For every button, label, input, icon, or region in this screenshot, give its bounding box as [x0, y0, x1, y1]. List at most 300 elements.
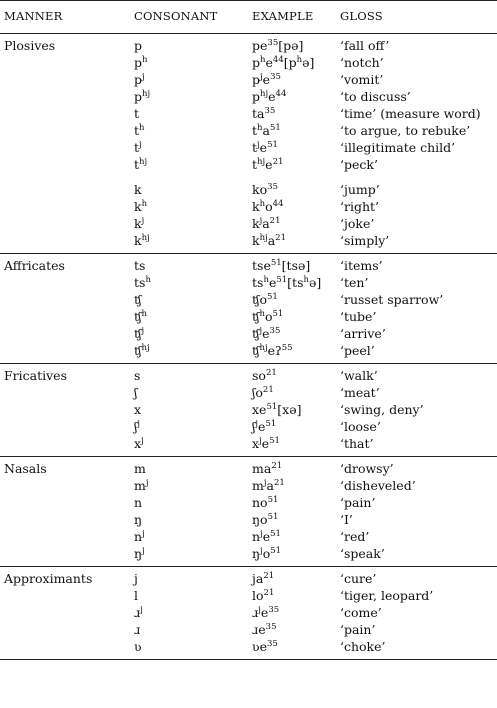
table-row: [0, 173, 497, 198]
consonant-cell: [128, 105, 240, 122]
segment: k: [134, 233, 142, 248]
segment: ʧ: [134, 292, 142, 307]
superscript: hj: [141, 233, 150, 243]
example-cell: [240, 567, 336, 588]
manner-cell: [0, 156, 128, 173]
example-cell: [240, 587, 336, 604]
example-cell: [240, 122, 336, 139]
superscript: h: [145, 275, 151, 285]
superscript: h: [139, 123, 145, 133]
table-row: [0, 291, 497, 308]
gloss-cell: ‘I’: [340, 512, 353, 527]
example-cell: [240, 528, 336, 545]
gloss-cell: ‘red’: [340, 529, 370, 544]
table-row: [0, 418, 497, 435]
example-cell: [240, 71, 336, 88]
superscript: 35: [267, 182, 278, 192]
example-cell: [240, 156, 336, 173]
table-row: [0, 528, 497, 545]
superscript: hj: [259, 343, 268, 353]
segment: o: [265, 199, 273, 214]
superscript: 51: [270, 258, 282, 268]
superscript: 44: [272, 199, 284, 209]
consonant-cell: [128, 418, 240, 435]
gloss-cell: ‘tiger, leopard’: [340, 588, 434, 603]
segment: m: [134, 461, 146, 476]
table-row: [0, 364, 497, 385]
segment: eʔ: [267, 343, 282, 358]
gloss-cell: ‘to argue, to rebuke’: [340, 123, 471, 138]
gloss-cell: ‘pain’: [340, 495, 376, 510]
consonant-cell: [128, 384, 240, 401]
gloss-cell: ‘fall off’: [340, 38, 390, 53]
superscript: 51: [266, 402, 278, 412]
table-row: [0, 105, 497, 122]
consonant-cell: [128, 139, 240, 156]
table-row: [0, 494, 497, 511]
segment: l: [134, 588, 138, 603]
consonant-cell: [128, 88, 240, 105]
example-cell: [240, 342, 336, 364]
segment: e: [262, 326, 270, 341]
manner-label: Affricates: [4, 258, 65, 273]
manner-cell: [0, 638, 128, 660]
gloss-cell: ‘ten’: [340, 275, 369, 290]
manner-cell: [0, 308, 128, 325]
table-row: [0, 457, 497, 478]
gloss-cell: ‘time’ (measure word): [340, 106, 481, 121]
example-cell: [240, 364, 336, 385]
manner-label: Plosives: [4, 38, 56, 53]
header-manner: MANNER: [0, 1, 128, 34]
example-cell: [240, 621, 336, 638]
manner-cell: [0, 545, 128, 567]
manner-cell: [0, 274, 128, 291]
segment: ts: [134, 275, 146, 290]
segment: xe: [252, 402, 267, 417]
superscript: 51: [267, 140, 278, 150]
consonant-cell: [128, 156, 240, 173]
superscript: j: [259, 436, 262, 446]
segment: ʃ: [252, 419, 256, 434]
superscript: 51: [269, 436, 280, 446]
superscript: j: [260, 546, 263, 556]
example-cell: [240, 105, 336, 122]
segment: ts: [134, 258, 146, 273]
segment: [xə]: [277, 402, 302, 417]
superscript: 44: [275, 89, 287, 99]
segment: o: [264, 309, 273, 324]
gloss-cell: ‘drowsy’: [340, 461, 394, 476]
superscript: hj: [257, 157, 266, 167]
segment: n: [134, 495, 143, 510]
gloss-cell: ‘right’: [340, 199, 379, 214]
gloss-cell: ‘walk’: [340, 368, 378, 383]
superscript: j: [259, 326, 263, 336]
segment: ŋo: [252, 512, 268, 527]
superscript: 21: [272, 157, 284, 167]
superscript: j: [141, 216, 145, 226]
segment: e: [268, 275, 277, 290]
gloss-cell: ‘choke’: [340, 639, 386, 654]
consonant-cell: [128, 232, 240, 254]
consonant-cell: [128, 291, 240, 308]
example-cell: [240, 274, 336, 291]
segment: pe: [252, 38, 268, 53]
manner-label: Approximants: [4, 571, 93, 586]
gloss-cell: ‘russet sparrow’: [340, 292, 444, 307]
manner-label: Nasals: [4, 461, 47, 476]
table-row: [0, 34, 497, 55]
segment: ɹe: [252, 622, 266, 637]
segment: p: [134, 55, 143, 70]
gloss-cell: ‘peck’: [340, 157, 378, 172]
superscript: j: [142, 546, 145, 556]
superscript: h: [257, 123, 263, 133]
example-cell: [240, 88, 336, 105]
superscript: 21: [275, 233, 286, 243]
gloss-cell: ‘joke’: [340, 216, 375, 231]
gloss-cell: ‘vomit’: [340, 72, 384, 87]
superscript: 35: [264, 106, 276, 116]
segment: t: [252, 123, 258, 138]
manner-cell: [0, 139, 128, 156]
table-row: [0, 342, 497, 364]
superscript: 51: [267, 495, 279, 505]
segment: k: [134, 216, 142, 231]
table-row: [0, 435, 497, 457]
segment: ʧo: [252, 292, 267, 307]
segment: so: [252, 368, 266, 383]
superscript: 35: [265, 622, 277, 632]
segment: ʃo: [252, 385, 263, 400]
superscript: 21: [269, 216, 281, 226]
superscript: hj: [139, 157, 148, 167]
segment: ma: [252, 461, 272, 476]
consonant-cell: [128, 604, 240, 621]
gloss-cell: ‘to discuss’: [340, 89, 411, 104]
example-cell: [240, 638, 336, 660]
superscript: 55: [281, 343, 293, 353]
segment: n: [252, 529, 261, 544]
manner-cell: [0, 105, 128, 122]
consonant-cell: [128, 325, 240, 342]
consonant-cell: [128, 545, 240, 567]
segment: k: [252, 233, 260, 248]
table-row: [0, 232, 497, 254]
header-gloss: GLOSS: [336, 1, 497, 34]
example-cell: [240, 545, 336, 567]
superscript: j: [260, 529, 263, 539]
table-row: [0, 156, 497, 173]
table-row: [0, 587, 497, 604]
superscript: hj: [141, 343, 150, 353]
segment: p: [252, 72, 261, 87]
segment: ts: [252, 275, 264, 290]
segment: ʧ: [134, 326, 142, 341]
segment: ŋ: [252, 546, 261, 561]
segment: m: [252, 478, 264, 493]
example-cell: [240, 401, 336, 418]
segment: e: [262, 529, 271, 544]
table-row: [0, 604, 497, 621]
gloss-cell: ‘cure’: [340, 571, 377, 586]
segment: t: [252, 140, 258, 155]
example-cell: [240, 139, 336, 156]
gloss-cell: ‘items’: [340, 258, 383, 273]
example-cell: [240, 173, 336, 198]
consonant-cell: [128, 54, 240, 71]
consonant-cell: [128, 477, 240, 494]
manner-cell: [0, 511, 128, 528]
manner-label: Fricatives: [4, 368, 67, 383]
example-cell: [240, 604, 336, 621]
gloss-cell: ‘loose’: [340, 419, 381, 434]
example-cell: [240, 291, 336, 308]
segment: p: [252, 55, 261, 70]
segment: t: [134, 106, 140, 121]
gloss-cell: ‘tube’: [340, 309, 377, 324]
gloss-cell: ‘arrive’: [340, 326, 386, 341]
superscript: 35: [270, 72, 281, 82]
manner-cell: [0, 215, 128, 232]
group-fricatives: [0, 364, 497, 457]
segment: s: [134, 368, 141, 383]
segment: e: [268, 89, 276, 104]
group-approximants: [0, 567, 497, 660]
superscript: j: [139, 140, 142, 150]
superscript: h: [141, 199, 148, 209]
segment: [pə]: [278, 38, 304, 53]
consonant-cell: [128, 122, 240, 139]
table-row: [0, 71, 497, 88]
segment: e: [265, 157, 273, 172]
segment: a: [262, 216, 270, 231]
table-row: [0, 139, 497, 156]
example-cell: [240, 232, 336, 254]
superscript: j: [140, 605, 143, 615]
table-row: [0, 122, 497, 139]
manner-cell: [0, 384, 128, 401]
manner-cell: [0, 232, 128, 254]
segment: [tsə]: [281, 258, 311, 273]
superscript: 51: [267, 292, 278, 302]
superscript: 35: [268, 605, 280, 615]
superscript: j: [137, 419, 141, 429]
table-row: [0, 401, 497, 418]
group-affricates: [0, 254, 497, 364]
manner-cell: [0, 621, 128, 638]
segment: [ts: [287, 275, 304, 290]
gloss-cell: ‘jump’: [340, 182, 380, 197]
consonant-cell: [128, 494, 240, 511]
consonant-cell: [128, 638, 240, 660]
superscript: h: [142, 55, 148, 65]
gloss-cell: ‘illegitimate child’: [340, 140, 456, 155]
table-row: [0, 511, 497, 528]
consonant-cell: [128, 173, 240, 198]
example-cell: [240, 198, 336, 215]
example-cell: [240, 435, 336, 457]
group-nasals: [0, 457, 497, 567]
consonant-cell: [128, 274, 240, 291]
segment: ʋe: [252, 639, 267, 654]
segment: ɹ: [252, 605, 259, 620]
superscript: h: [296, 55, 303, 65]
segment: t: [252, 157, 258, 172]
superscript: h: [259, 309, 265, 319]
segment: ə]: [308, 275, 322, 290]
manner-cell: [0, 54, 128, 71]
superscript: h: [260, 55, 266, 65]
group-plosives: [0, 34, 497, 254]
superscript: j: [257, 140, 260, 150]
segment: ko: [252, 182, 268, 197]
consonant-cell: [128, 621, 240, 638]
manner-cell: [0, 528, 128, 545]
header-example: EXAMPLE: [240, 1, 336, 34]
segment: a: [262, 123, 270, 138]
table-row: [0, 215, 497, 232]
segment: [p: [283, 55, 297, 70]
manner-cell: [0, 477, 128, 494]
segment: p: [252, 89, 261, 104]
table-row: [0, 88, 497, 105]
segment: ŋ: [134, 512, 143, 527]
superscript: j: [260, 72, 263, 82]
segment: ʧ: [134, 343, 142, 358]
manner-cell: [0, 291, 128, 308]
manner-cell: [0, 122, 128, 139]
table-row: [0, 384, 497, 401]
superscript: 51: [272, 309, 284, 319]
consonant-cell: [128, 71, 240, 88]
superscript: 44: [272, 55, 284, 65]
example-cell: [240, 384, 336, 401]
consonant-cell: [128, 511, 240, 528]
segment: p: [134, 72, 143, 87]
superscript: j: [258, 605, 261, 615]
example-cell: [240, 325, 336, 342]
superscript: 35: [267, 38, 279, 48]
superscript: 21: [262, 385, 274, 395]
consonant-cell: [128, 457, 240, 478]
gloss-cell: ‘come’: [340, 605, 382, 620]
consonant-cell: [128, 401, 240, 418]
segment: ʧ: [252, 309, 260, 324]
segment: ʧ: [134, 309, 142, 324]
manner-cell: [0, 604, 128, 621]
table-row: [0, 638, 497, 660]
gloss-cell: ‘that’: [340, 436, 374, 451]
gloss-cell: ‘pain’: [340, 622, 376, 637]
segment: t: [134, 123, 140, 138]
segment: ja: [252, 571, 264, 586]
segment: j: [134, 571, 138, 586]
segment: e: [262, 72, 271, 87]
consonant-cell: [128, 567, 240, 588]
segment: p: [134, 38, 143, 53]
table-row: [0, 308, 497, 325]
gloss-cell: ‘meat’: [340, 385, 380, 400]
segment: o: [262, 546, 271, 561]
superscript: h: [263, 275, 269, 285]
manner-cell: [0, 198, 128, 215]
superscript: 51: [270, 529, 281, 539]
table-row: [0, 198, 497, 215]
manner-cell: [0, 494, 128, 511]
table-row: [0, 54, 497, 71]
superscript: j: [145, 478, 149, 488]
consonant-cell: [128, 364, 240, 385]
superscript: j: [142, 72, 145, 82]
gloss-cell: ‘disheveled’: [340, 478, 416, 493]
header-row: [0, 1, 497, 34]
table-row: [0, 254, 497, 275]
gloss-cell: ‘peel’: [340, 343, 375, 358]
superscript: hj: [260, 89, 269, 99]
consonant-cell: [128, 308, 240, 325]
consonant-cell: [128, 34, 240, 55]
manner-cell: [0, 435, 128, 457]
manner-cell: [0, 401, 128, 418]
superscript: j: [259, 216, 263, 226]
table-row: [0, 621, 497, 638]
segment: k: [252, 216, 260, 231]
table-header: [0, 1, 497, 34]
gloss-cell: ‘speak’: [340, 546, 385, 561]
superscript: 51: [265, 419, 277, 429]
table-row: [0, 274, 497, 291]
example-cell: [240, 34, 336, 55]
manner-cell: [0, 342, 128, 364]
consonant-cell: [128, 435, 240, 457]
segment: x: [134, 402, 142, 417]
superscript: h: [141, 309, 147, 319]
superscript: j: [141, 436, 144, 446]
superscript: 21: [271, 461, 283, 471]
segment: ə]: [302, 55, 315, 70]
segment: ta: [252, 106, 265, 121]
superscript: 51: [276, 275, 288, 285]
segment: m: [134, 478, 146, 493]
superscript: j: [255, 419, 259, 429]
segment: tse: [252, 258, 271, 273]
segment: k: [134, 182, 142, 197]
segment: x: [134, 436, 142, 451]
superscript: 51: [269, 123, 281, 133]
superscript: h: [303, 275, 309, 285]
gloss-cell: ‘swing, deny’: [340, 402, 424, 417]
segment: lo: [252, 588, 264, 603]
manner-cell: [0, 325, 128, 342]
superscript: 35: [267, 639, 278, 649]
example-cell: [240, 511, 336, 528]
superscript: hj: [142, 89, 151, 99]
consonant-cell: [128, 215, 240, 232]
segment: e: [265, 55, 273, 70]
segment: ŋ: [134, 546, 143, 561]
gloss-cell: ‘notch’: [340, 55, 384, 70]
example-cell: [240, 215, 336, 232]
header-consonant: CONSONANT: [128, 1, 240, 34]
manner-cell: [0, 173, 128, 198]
segment: a: [266, 478, 274, 493]
superscript: 21: [263, 588, 275, 598]
table-row: [0, 545, 497, 567]
manner-cell: [0, 587, 128, 604]
superscript: 51: [270, 546, 282, 556]
